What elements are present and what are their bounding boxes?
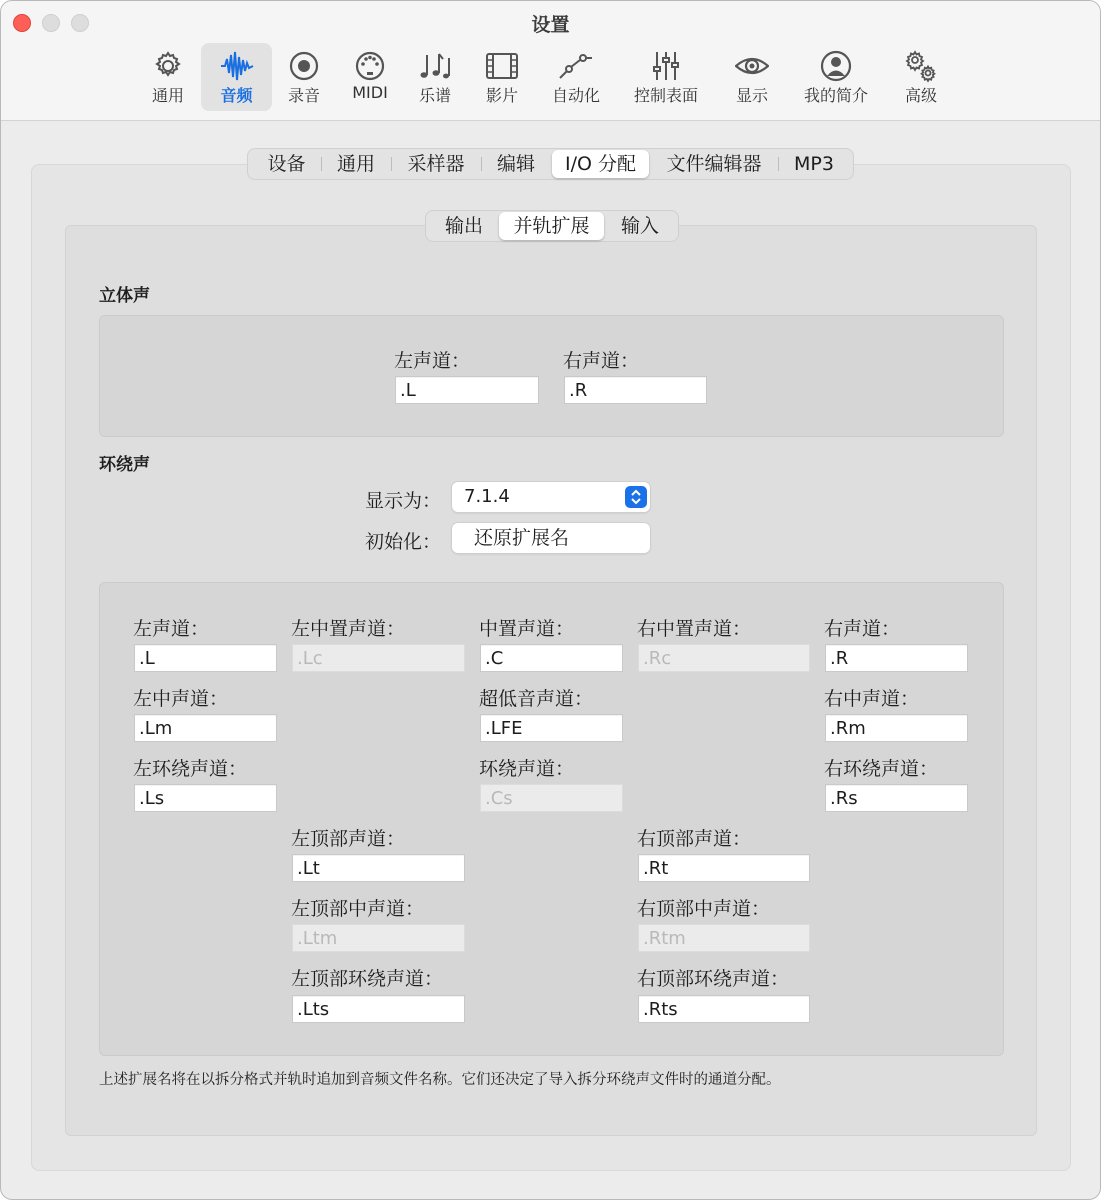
waveform-icon xyxy=(220,49,254,83)
toolbar-label: 自动化 xyxy=(551,86,600,105)
restore-extensions-label: 还原扩展名 xyxy=(474,527,570,549)
ch-left-label: 左声道： xyxy=(133,618,210,640)
ch-left-mid-field[interactable]: .Lm xyxy=(134,714,277,742)
midi-connector-icon xyxy=(353,49,387,83)
gears-icon xyxy=(904,49,938,83)
toolbar-recording[interactable] xyxy=(272,43,336,111)
titlebar xyxy=(1,1,1100,121)
toolbar-label: 乐谱 xyxy=(418,86,451,105)
stereo-box xyxy=(99,315,1004,437)
gear-icon xyxy=(151,49,185,83)
toolbar-label: MIDI xyxy=(352,83,388,102)
toolbar-label: 音频 xyxy=(220,86,253,105)
toolbar-label: 通用 xyxy=(151,86,184,105)
ch-right-surround-field[interactable]: .Rs xyxy=(825,784,968,812)
ch-right-top-surround-label: 右顶部环绕声道： xyxy=(637,968,790,990)
stereo-right-label: 右声道： xyxy=(563,350,640,372)
ch-right-center-field: .Rc xyxy=(638,644,810,672)
ch-left-mid-label: 左中声道： xyxy=(133,688,229,710)
toolbar-audio[interactable] xyxy=(201,43,272,111)
toolbar-display[interactable] xyxy=(721,43,783,111)
ch-right-field[interactable]: .R xyxy=(825,644,968,672)
toolbar-label: 控制表面 xyxy=(633,86,698,105)
ch-left-center-field: .Lc xyxy=(292,644,465,672)
ch-right-mid-label: 右中声道： xyxy=(824,688,920,710)
toolbar-control-surfaces[interactable] xyxy=(626,43,706,111)
ch-right-top-surround-field[interactable]: .Rts xyxy=(638,995,810,1023)
toolbar-score[interactable] xyxy=(403,43,467,111)
ch-right-label: 右声道： xyxy=(824,618,901,640)
window-title: 设置 xyxy=(531,14,570,36)
toolbar-automation[interactable] xyxy=(541,43,611,111)
tab-general[interactable]: 通用 xyxy=(336,153,375,175)
toolbar-label: 录音 xyxy=(287,86,320,105)
ch-left-top-field[interactable]: .Lt xyxy=(292,854,465,882)
film-icon xyxy=(485,49,519,83)
toolbar-midi[interactable] xyxy=(339,43,401,111)
initialize-label: 初始化： xyxy=(365,531,442,553)
ch-left-top-mid-label: 左顶部中声道： xyxy=(291,898,425,920)
stereo-right-field[interactable]: .R xyxy=(564,376,707,404)
subtab-bounce-extensions[interactable]: 并轨扩展 xyxy=(499,212,604,240)
ch-right-top-label: 右顶部声道： xyxy=(637,828,752,850)
display-as-value: 7.1.4 xyxy=(464,486,510,507)
ch-center-label: 中置声道： xyxy=(479,618,575,640)
io-subtab-bar xyxy=(425,210,679,242)
footnote-text: 上述扩展名将在以拆分格式并轨时追加到音频文件名称。它们还决定了导入拆分环绕声文件时的通道分配。 xyxy=(99,1072,781,1088)
ch-left-center-label: 左中置声道： xyxy=(291,618,406,640)
ch-right-mid-field[interactable]: .Rm xyxy=(825,714,968,742)
ch-center-field[interactable]: .C xyxy=(480,644,623,672)
display-as-popup[interactable] xyxy=(452,482,650,512)
toolbar-movie[interactable] xyxy=(469,43,535,111)
ch-left-field[interactable]: .L xyxy=(134,644,277,672)
ch-left-top-label: 左顶部声道： xyxy=(291,828,406,850)
tab-file-editor[interactable]: 文件编辑器 xyxy=(666,153,762,175)
sliders-icon xyxy=(649,49,683,83)
toolbar-label: 高级 xyxy=(904,86,937,105)
stereo-left-label: 左声道： xyxy=(394,350,471,372)
music-notes-icon xyxy=(418,49,452,83)
toolbar-label: 显示 xyxy=(735,86,768,105)
tab-sampler[interactable]: 采样器 xyxy=(407,153,465,175)
person-circle-icon xyxy=(819,49,853,83)
ch-right-surround-label: 右环绕声道： xyxy=(824,758,939,780)
stereo-left-field[interactable]: .L xyxy=(395,376,539,404)
ch-left-top-surround-field[interactable]: .Lts xyxy=(292,995,465,1023)
restore-extensions-button[interactable] xyxy=(452,523,650,553)
tab-editing[interactable]: 编辑 xyxy=(496,153,535,175)
ch-left-top-surround-label: 左顶部环绕声道： xyxy=(291,968,444,990)
eye-icon xyxy=(735,49,769,83)
subtab-output[interactable]: 输出 xyxy=(444,215,483,237)
ch-center-surround-field: .Cs xyxy=(480,784,623,812)
tab-io-assignments[interactable]: I/O 分配 xyxy=(552,150,649,178)
tab-mp3[interactable]: MP3 xyxy=(794,153,834,175)
ch-lfe-label: 超低音声道： xyxy=(479,688,594,710)
ch-left-top-mid-field: .Ltm xyxy=(292,924,465,952)
toolbar-label: 我的简介 xyxy=(803,86,868,105)
ch-lfe-field[interactable]: .LFE xyxy=(480,714,623,742)
surround-section-title: 环绕声 xyxy=(99,455,150,475)
subtab-input[interactable]: 输入 xyxy=(620,215,659,237)
ch-center-surround-label: 环绕声道： xyxy=(479,758,575,780)
display-as-label: 显示为： xyxy=(365,490,442,512)
ch-right-top-mid-field: .Rtm xyxy=(638,924,810,952)
toolbar-label: 影片 xyxy=(485,86,518,105)
automation-curve-icon xyxy=(559,49,593,83)
ch-right-top-field[interactable]: .Rt xyxy=(638,854,810,882)
ch-right-center-label: 右中置声道： xyxy=(637,618,752,640)
ch-left-surround-label: 左环绕声道： xyxy=(133,758,248,780)
ch-left-surround-field[interactable]: .Ls xyxy=(134,784,277,812)
toolbar-advanced[interactable] xyxy=(889,43,953,111)
toolbar-my-info[interactable] xyxy=(796,43,876,111)
toolbar-general[interactable] xyxy=(135,43,201,111)
ch-right-top-mid-label: 右顶部中声道： xyxy=(637,898,771,920)
tab-devices[interactable]: 设备 xyxy=(267,153,306,175)
audio-tab-bar xyxy=(247,148,854,180)
stereo-section-title: 立体声 xyxy=(99,286,150,306)
popup-arrows-icon xyxy=(625,486,647,508)
record-icon xyxy=(287,49,321,83)
